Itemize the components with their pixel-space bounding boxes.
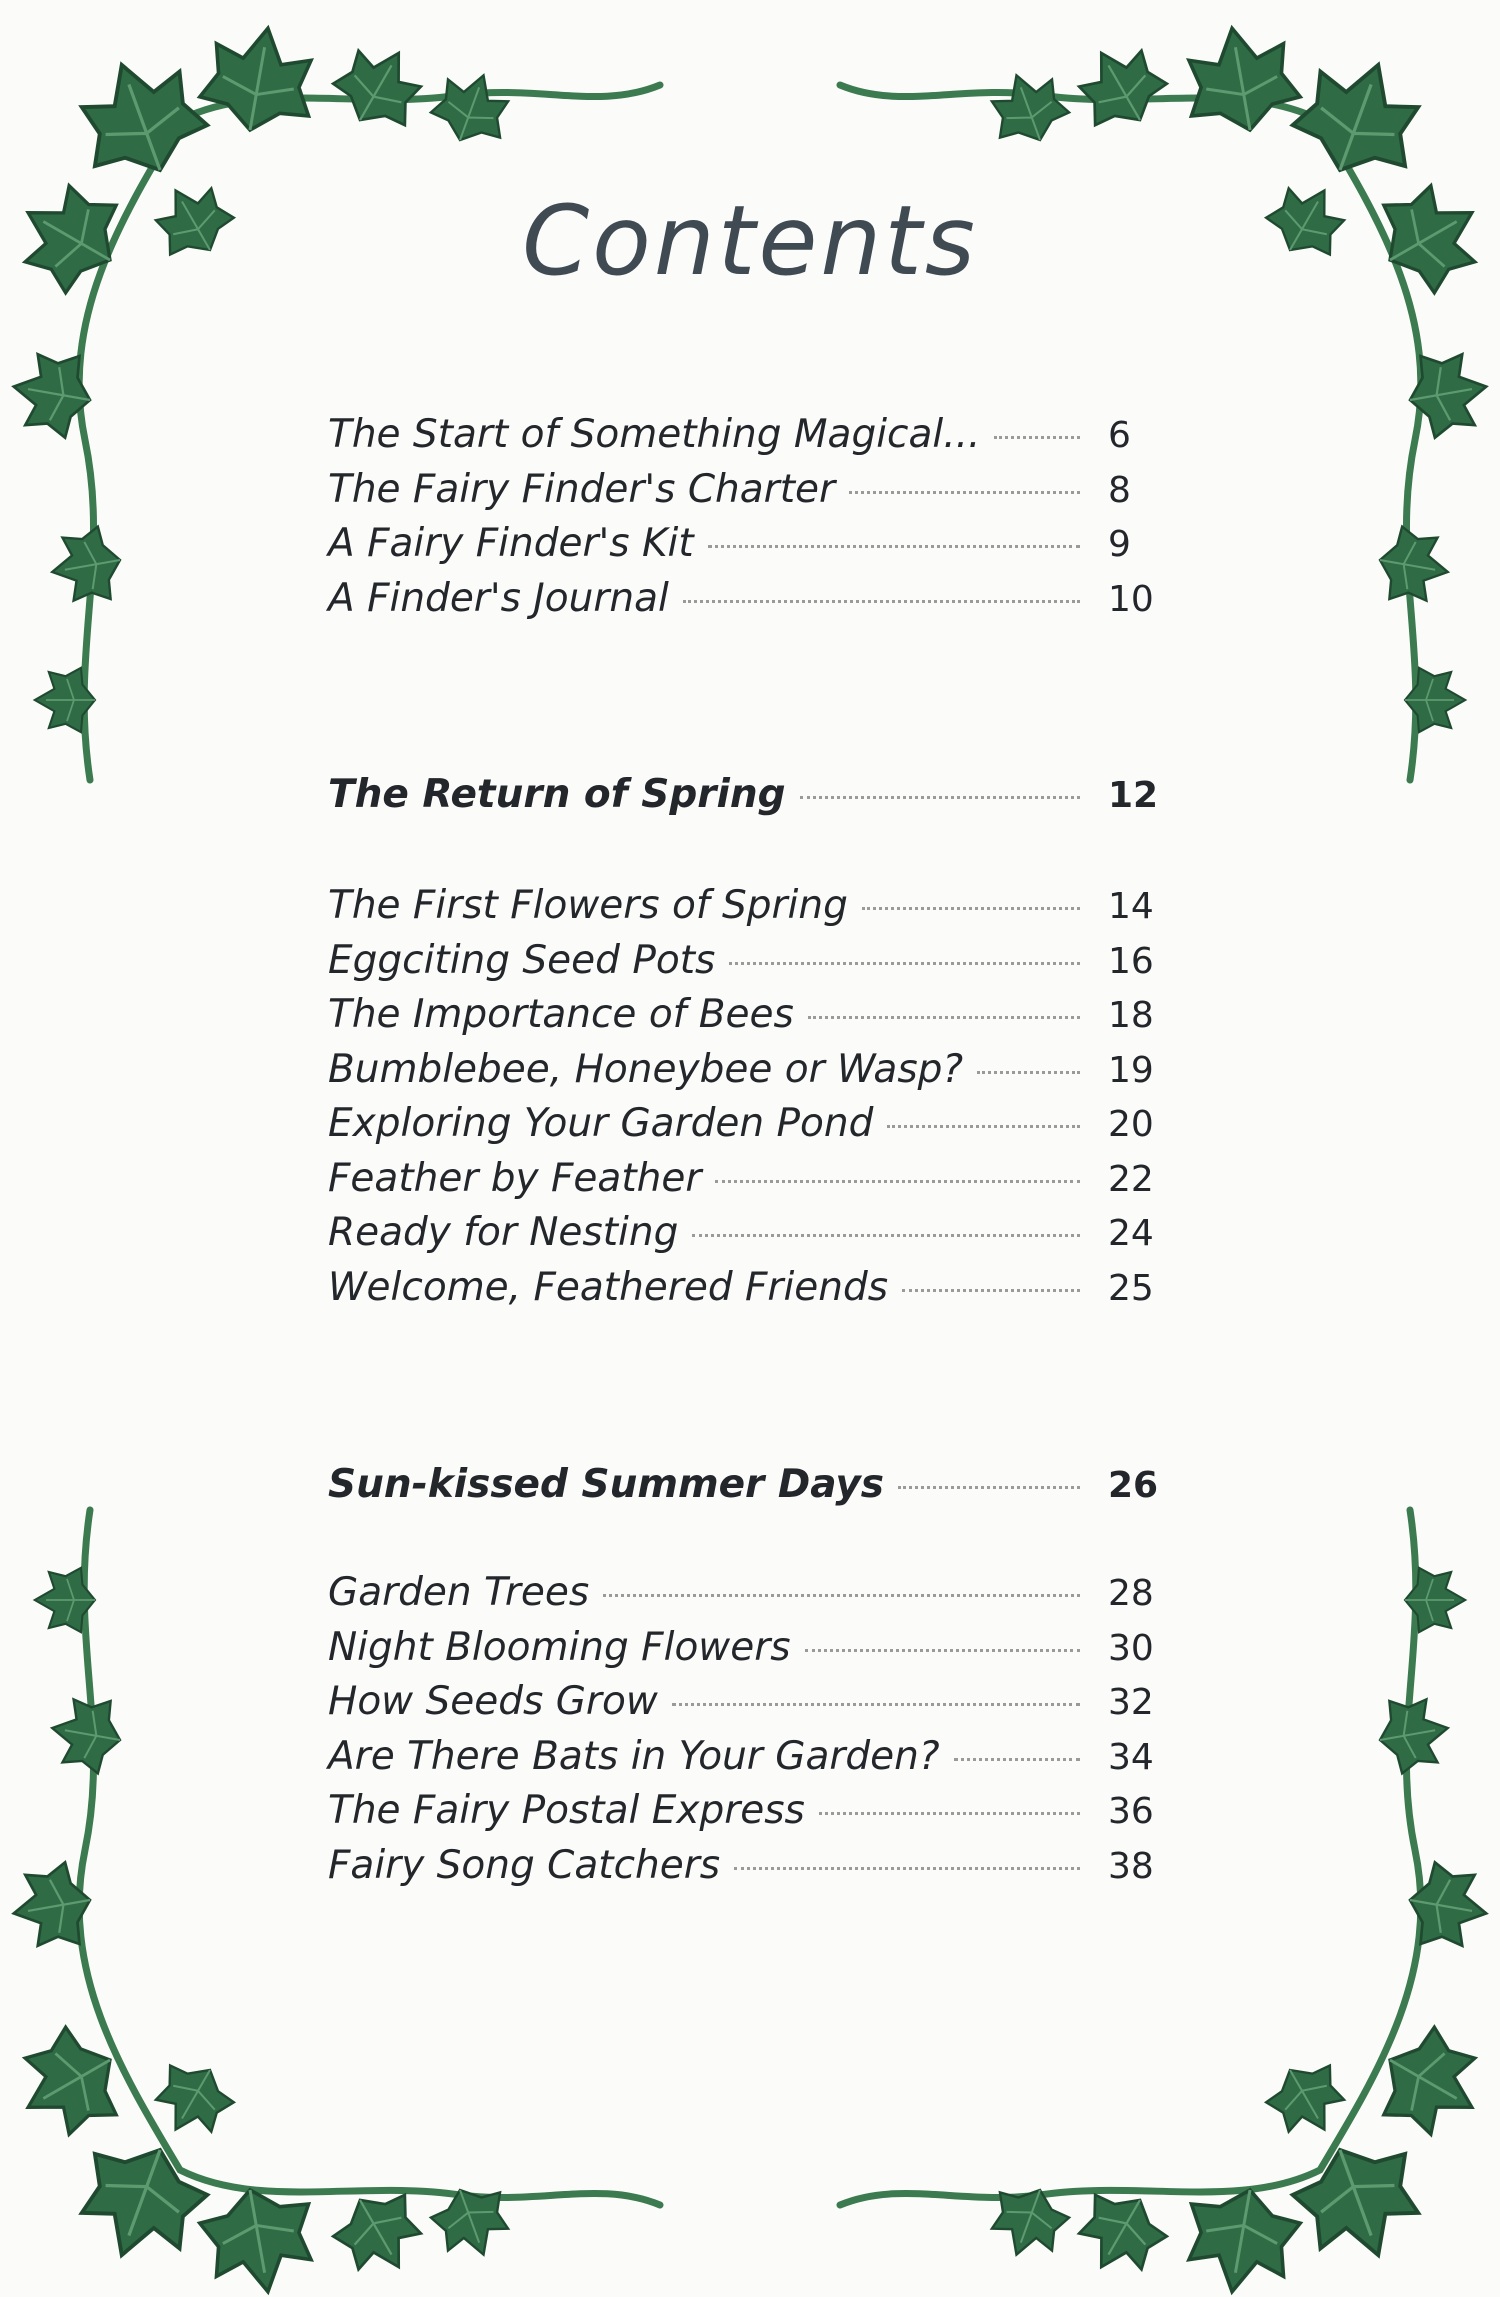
ivy-leaf xyxy=(324,32,434,140)
entry-title: The Fairy Finder's Charter xyxy=(328,466,836,512)
toc-group-summer xyxy=(328,1570,1160,1897)
toc-entry[interactable] xyxy=(328,1625,1160,1680)
entry-page-number: 8 xyxy=(1108,469,1131,511)
ivy-leaf xyxy=(982,63,1075,153)
entry-title: Welcome, Feathered Friends xyxy=(328,1264,889,1310)
ivy-leaf xyxy=(196,19,323,140)
ivy-leaf xyxy=(66,2130,217,2276)
dot-leader xyxy=(849,491,1080,494)
dot-leader xyxy=(862,907,1080,910)
ivy-leaf xyxy=(46,524,127,608)
toc-entry[interactable] xyxy=(328,1843,1160,1898)
ivy-leaf xyxy=(1065,32,1175,140)
entry-page-number: 22 xyxy=(1108,1158,1154,1200)
toc-entry[interactable] xyxy=(328,1734,1160,1789)
entry-page-number: 25 xyxy=(1108,1267,1154,1309)
ivy-leaf xyxy=(1374,1692,1455,1776)
toc-entry[interactable] xyxy=(328,576,1160,631)
ivy-leaf xyxy=(1178,2180,1305,2297)
ivy-leaf xyxy=(3,2016,136,2151)
ivy-leaf xyxy=(425,63,518,153)
dot-leader xyxy=(800,796,1080,799)
toc-entry[interactable] xyxy=(328,467,1160,522)
entry-title: Are There Bats in Your Garden? xyxy=(328,1733,940,1779)
dot-leader xyxy=(887,1125,1080,1128)
entry-page-number: 36 xyxy=(1108,1791,1154,1832)
entry-title: The Importance of Bees xyxy=(328,992,794,1037)
ivy-leaf xyxy=(1374,524,1455,608)
entry-page-number: 9 xyxy=(1108,524,1131,565)
toc-entry[interactable] xyxy=(328,938,1160,993)
dot-leader xyxy=(819,1812,1080,1815)
entry-page-number: 10 xyxy=(1108,578,1154,620)
entry-title: The Fairy Postal Express xyxy=(328,1788,805,1833)
dot-leader xyxy=(692,1234,1080,1237)
toc-entry[interactable] xyxy=(328,992,1160,1047)
dot-leader xyxy=(898,1486,1080,1489)
dot-leader xyxy=(994,436,1080,439)
entry-title: The First Flowers of Spring xyxy=(328,883,848,928)
entry-title: Feather by Feather xyxy=(328,1155,702,1201)
ivy-leaf xyxy=(324,2179,434,2287)
entry-title: Night Blooming Flowers xyxy=(328,1624,791,1670)
toc-group-spring xyxy=(328,883,1160,1319)
toc-section-summer-heading xyxy=(328,1462,1160,1517)
ivy-leaf xyxy=(46,1692,127,1776)
entry-page-number: 19 xyxy=(1108,1049,1154,1091)
section-page-number: 12 xyxy=(1108,775,1159,816)
entry-page-number: 24 xyxy=(1108,1213,1154,1254)
toc-entry[interactable] xyxy=(328,1265,1160,1320)
toc-entry[interactable] xyxy=(328,1047,1160,1102)
section-page-number: 26 xyxy=(1108,1465,1159,1506)
toc-entry[interactable] xyxy=(328,1788,1160,1843)
entry-page-number: 30 xyxy=(1108,1627,1154,1669)
toc-entry[interactable] xyxy=(328,883,1160,938)
dot-leader xyxy=(977,1071,1080,1074)
ivy-leaf xyxy=(1284,44,1435,190)
ivy-leaf xyxy=(66,44,217,190)
toc-section-heading[interactable] xyxy=(328,772,1160,827)
ivy-leaf xyxy=(1065,2179,1175,2287)
dot-leader xyxy=(954,1758,1080,1761)
entry-page-number: 18 xyxy=(1108,995,1154,1036)
dot-leader xyxy=(672,1703,1080,1706)
dot-leader xyxy=(708,545,1080,548)
dot-leader xyxy=(683,600,1080,603)
entry-title: Exploring Your Garden Pond xyxy=(328,1101,874,1146)
entry-page-number: 38 xyxy=(1108,1845,1154,1887)
dot-leader xyxy=(805,1649,1080,1652)
ivy-leaf xyxy=(1365,2016,1498,2151)
entry-page-number: 6 xyxy=(1108,415,1131,456)
section-title: The Return of Spring xyxy=(328,772,786,817)
entry-title: The Start of Something Magical... xyxy=(328,412,981,457)
page-title: Contents xyxy=(522,185,978,297)
toc-entry[interactable] xyxy=(328,1156,1160,1211)
toc-entry[interactable] xyxy=(328,1570,1160,1625)
entry-title: Garden Trees xyxy=(328,1570,590,1615)
entry-title: A Finder's Journal xyxy=(328,575,669,621)
entry-title: Ready for Nesting xyxy=(328,1210,679,1255)
entry-page-number: 20 xyxy=(1108,1104,1154,1145)
ivy-leaf xyxy=(1284,2130,1435,2276)
entry-page-number: 28 xyxy=(1108,1573,1154,1614)
dot-leader xyxy=(734,1867,1080,1870)
entry-page-number: 32 xyxy=(1108,1682,1154,1723)
toc-entry[interactable] xyxy=(328,521,1160,576)
entry-title: Bumblebee, Honeybee or Wasp? xyxy=(328,1046,964,1092)
ivy-leaf xyxy=(1178,19,1305,140)
entry-title: Fairy Song Catchers xyxy=(328,1842,721,1888)
entry-page-number: 14 xyxy=(1108,886,1154,927)
entry-title: How Seeds Grow xyxy=(328,1679,658,1724)
dot-leader xyxy=(808,1016,1080,1019)
dot-leader xyxy=(729,962,1080,965)
toc-group-intro xyxy=(328,412,1160,630)
entry-page-number: 34 xyxy=(1108,1736,1154,1778)
toc-entry[interactable] xyxy=(328,412,1160,467)
toc-entry[interactable] xyxy=(328,1679,1160,1734)
dot-leader xyxy=(603,1594,1080,1597)
dot-leader xyxy=(715,1180,1080,1183)
dot-leader xyxy=(902,1289,1080,1292)
entry-page-number: 16 xyxy=(1108,940,1154,982)
toc-entry[interactable] xyxy=(328,1101,1160,1156)
section-title: Sun-kissed Summer Days xyxy=(328,1462,884,1507)
entry-title: A Fairy Finder's Kit xyxy=(328,521,694,566)
toc-section-spring-heading xyxy=(328,772,1160,827)
ivy-leaf xyxy=(196,2180,323,2297)
entry-title: Eggciting Seed Pots xyxy=(328,937,716,983)
toc-section-heading[interactable] xyxy=(328,1462,1160,1517)
toc-entry[interactable] xyxy=(328,1210,1160,1265)
